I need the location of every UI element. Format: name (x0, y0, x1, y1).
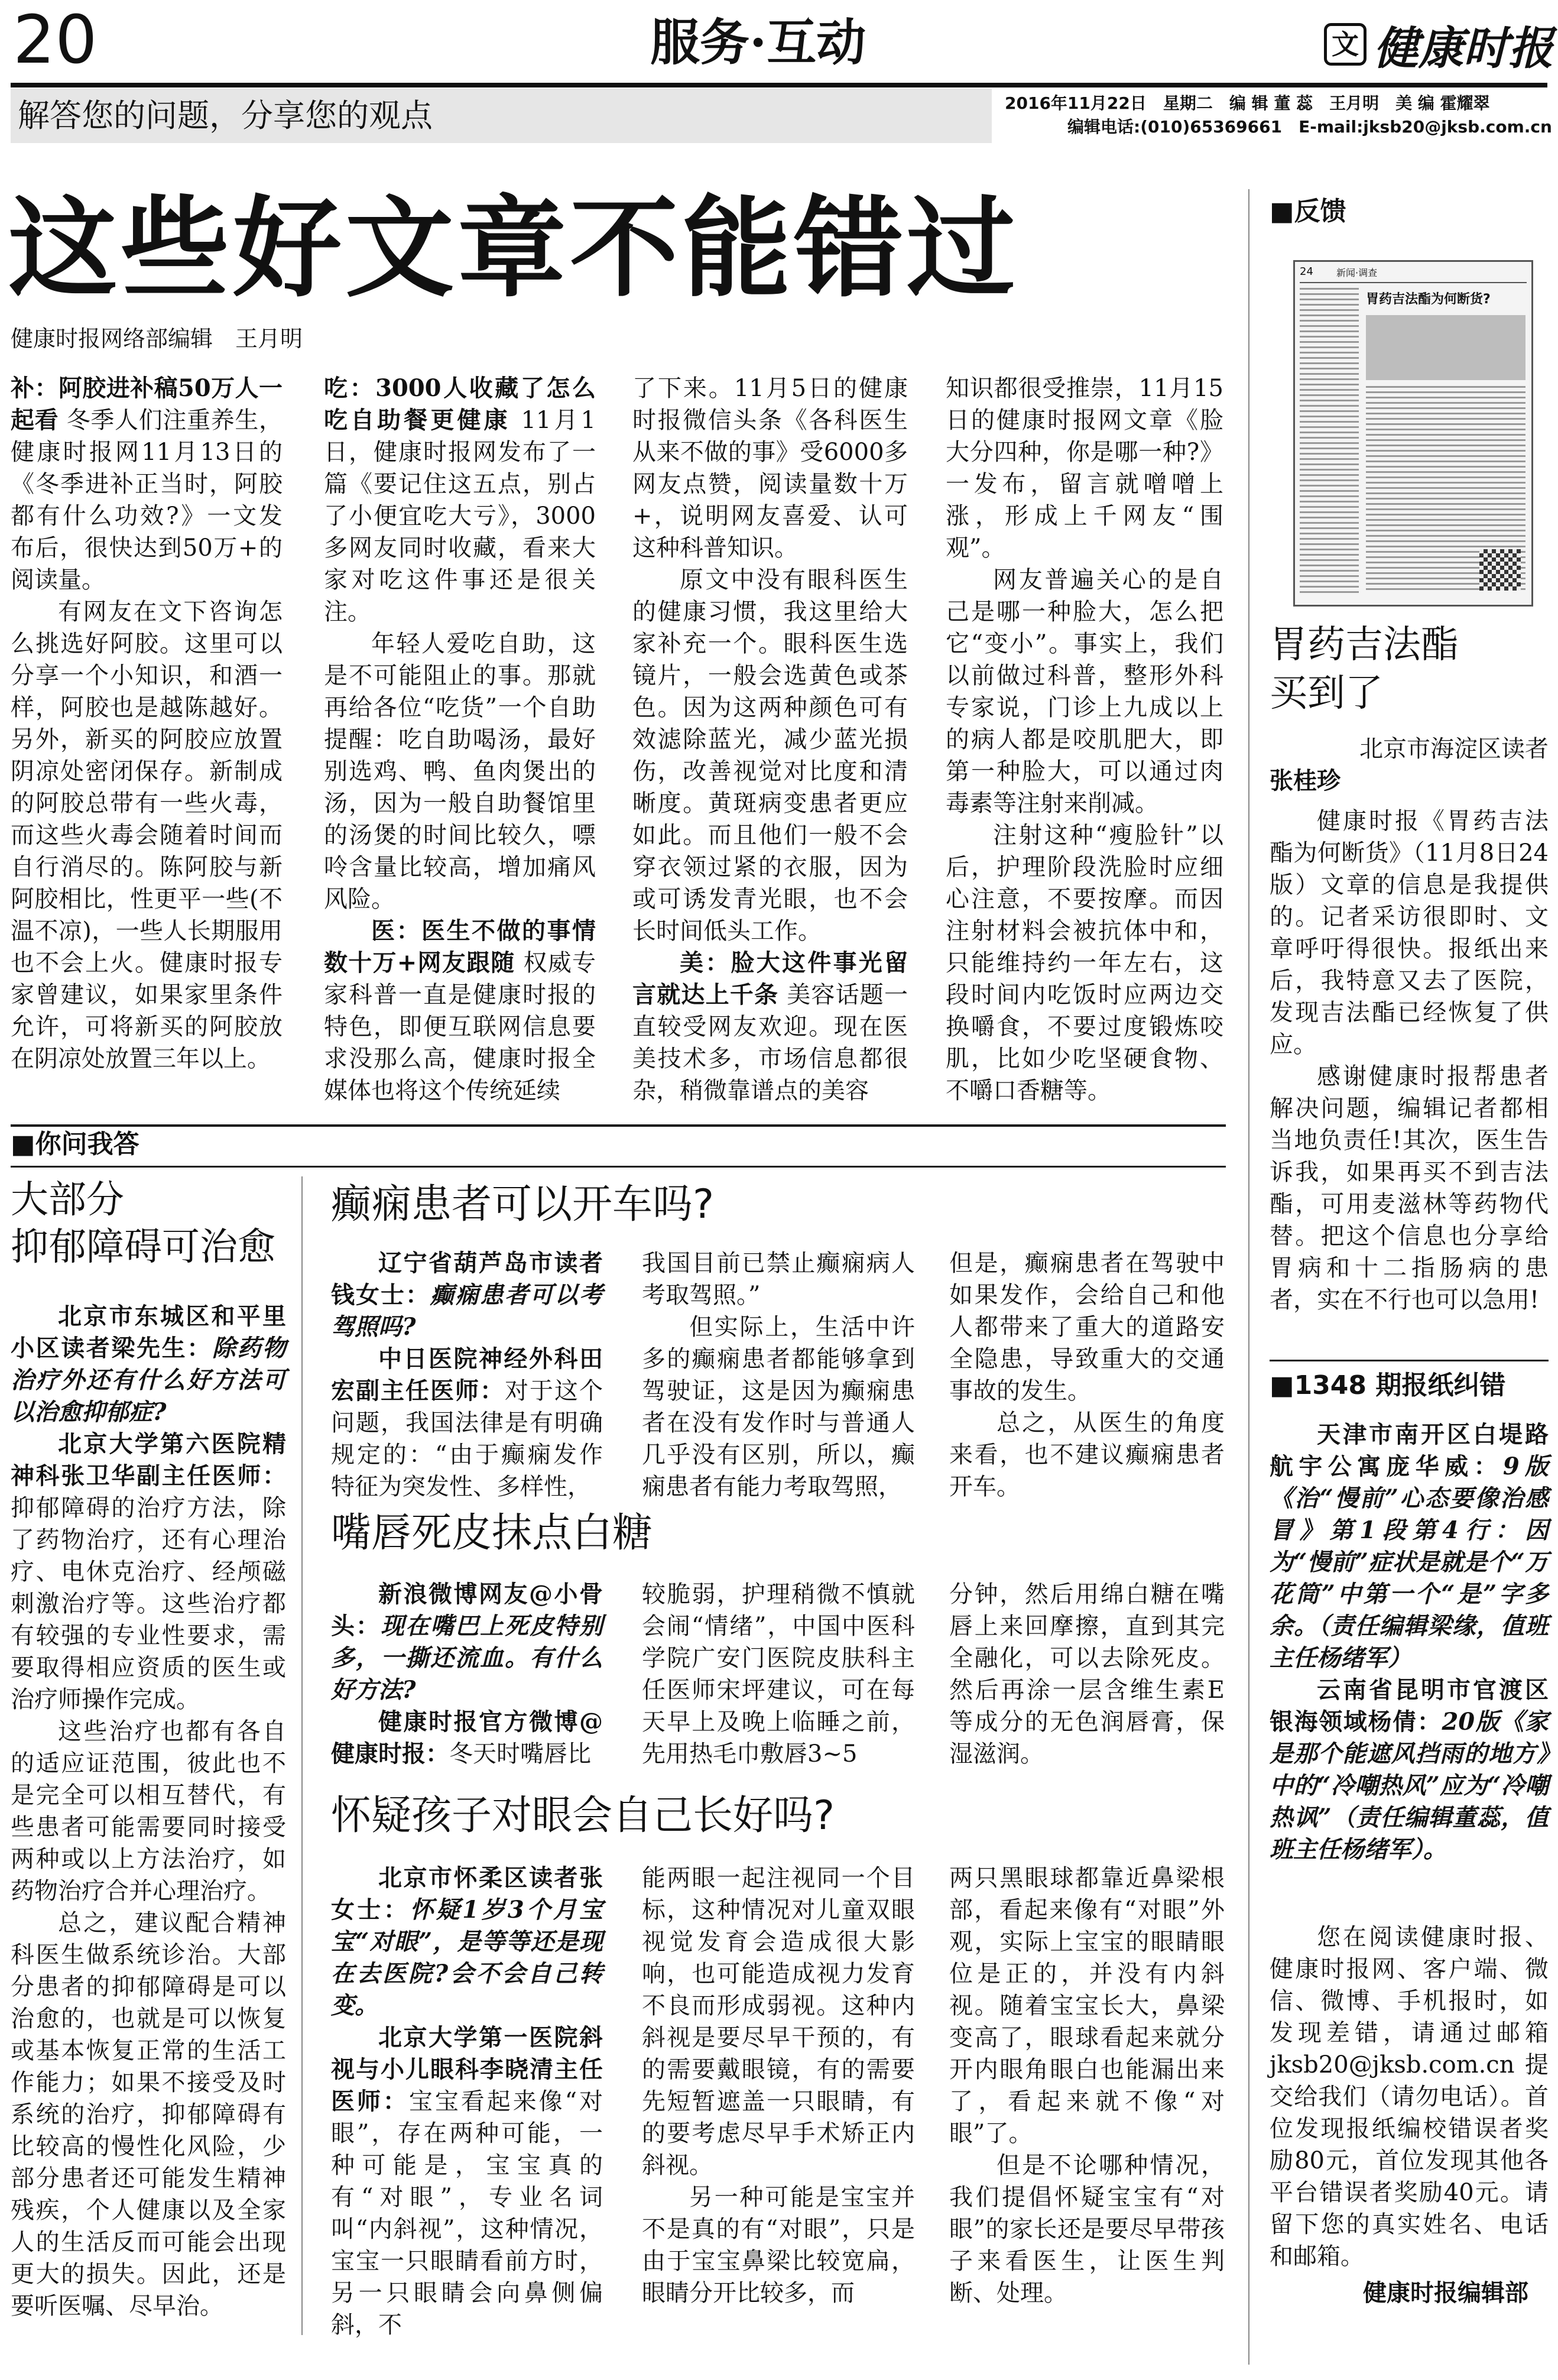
answer: 两只黑眼球都靠近鼻梁根部，看起来像有“对眼”外观，实际上宝宝的眼睛眼位是正的，并没有内斜视。随着宝宝长大，鼻梁变高了，眼球看起来就分开内眼角眼白也能漏出来了，看起来就不像“对眼”了。 (949, 1865, 1225, 2147)
question: 新浪微博网友@小骨头：现在嘴巴上死皮特别多，一撕还流血。有什么好方法? (331, 1580, 603, 1704)
errata-rule (1270, 1360, 1549, 1361)
errata-item: 云南省昆明市官渡区银海领域杨倩：20版《家是那个能遮风挡雨的地方》中的“冷嘲热风”应为“冷嘲热讽”（责任编辑董蕊，值班主任杨绪军）。 (1270, 1676, 1549, 1863)
newspaper-logo: 健康时报 (1374, 21, 1553, 74)
lips-title: 嘴唇死皮抹点白糖 (331, 1510, 653, 1557)
answer: 北京大学第六医院精神科张卫华副主任医师：抑郁障碍的治疗方法，除了药物治疗，还有心理治疗、电休克治疗、经颅磁刺激治疗等。这些治疗都有较强的专业性要求，需要取得相应资质的医生或治疗师操作完成。 (11, 1430, 286, 1713)
answer: 总之，从医生的角度来看，也不建议癫痫患者开车。 (949, 1409, 1225, 1500)
feature-paragraph: 网友普遍关心的是自己是哪一种脸大，怎么把它“变小”。事实上，我们以前做过科普，整形外科专家说，门诊上九成以上的病人都是咬肌肥大，即第一种脸大，可以通过肉毒素等注射来削减。 (946, 566, 1223, 817)
lips-column-3 (949, 1578, 1225, 1770)
question: 北京市东城区和平里小区读者梁先生：除药物治疗外还有什么好方法可以治愈抑郁症? (11, 1302, 287, 1426)
answer: 北京大学第一医院斜视与小儿眼科李晓清主任医师：宝宝看起来像“对眼”，存在两种可能，一种可能是，宝宝真的有“对眼”，专业名词叫“内斜视”，这种情况，宝宝一只眼睛看前方时，另一只眼睛会向鼻侧偏斜，不 (331, 2024, 603, 2339)
qa-section-rule (11, 1124, 1226, 1127)
strabismus-column-2 (642, 1862, 915, 2309)
epilepsy-column-2 (642, 1247, 915, 1503)
answer: 但实际上，生活中许多的癫痫患者都能够拿到驾驶证，这是因为癫痫患者在没有发作时与普通人几乎没有区别，所以，癫痫患者有能力考取驾照， (642, 1314, 915, 1500)
feedback-thumbnail (1293, 260, 1533, 607)
feature-column-3 (632, 372, 908, 1107)
errata-list (1270, 1419, 1549, 1866)
answer: 我国目前已禁止癫痫病人考取驾照。” (642, 1250, 915, 1309)
epilepsy-title: 癫痫患者可以开车吗? (331, 1181, 715, 1228)
errata-label: ■1348 期报纸纠错 (1270, 1370, 1506, 1400)
epilepsy-column-3 (949, 1247, 1225, 1503)
lips-column-2 (642, 1578, 915, 1770)
letter-author-place: 北京市海淀区读者 (1359, 735, 1549, 763)
editorial-signature: 健康时报编辑部 (1363, 2279, 1528, 2307)
feature-paragraph: 医：医生不做的事情数十万+网友跟随 权威专家科普一直是健康时报的特色，即便互联网信息要求没那么高，健康时报全媒体也将这个传统延续 (324, 917, 596, 1104)
answer: 这些治疗也都有各自的适应证范围，彼此也不是完全可以相互替代，有些患者可能需要同时接受两种或以上方法治疗，如药物治疗合并心理治疗。 (11, 1718, 286, 1905)
feature-headline: 这些好文章不能错过 (8, 184, 1020, 312)
letter-article (1270, 733, 1549, 1316)
answer: 总之，建议配合精神科医生做系统诊治。大部分患者的抑郁障碍是可以治愈的，也就是可以恢复或基本恢复正常的生活工作能力；如果不接受及时系统的治疗，抑郁障碍有比较高的慢性化风险，少部分患者还可能发生精神残疾，个人健康以及全家人的生活反而可能会出现更大的损失。因此，还是要听医嘱、尽早治。 (11, 1909, 286, 2320)
feature-paragraph: 有网友在文下咨询怎么挑选好阿胶。这里可以分享一个小知识，和酒一样，阿胶也是越陈越好。另外，新买的阿胶应放置阴凉处密闭保存。新制成的阿胶总带有一些火毒，而这些火毒会随着时间而自行消尽的。陈阿胶与新阿胶相比，性更平一些(不温不凉)，一些人长期服用也不会上火。健康时报专家曾建议，如果家里条件允许，可将新买的阿胶放在阴凉处放置三年以上。 (11, 598, 283, 1072)
strabismus-title: 怀疑孩子对眼会自己长好吗? (331, 1792, 835, 1839)
feature-paragraph: 年轻人爱吃自助，这是不可能阻止的事。那就再给各位“吃货”一个自助提醒：吃自助喝汤，最好别选鸡、鸭、鱼肉煲出的汤，因为一般自助餐馆里的汤煲的时间比较久，嘌呤含量比较高，增加痛风风险。 (324, 630, 596, 913)
answer: 但是，癫痫患者在驾驶中如果发作，会给自己和他人都带来了重大的道路安全隐患，导致重大的交通事故的发生。 (949, 1250, 1225, 1405)
feature-byline: 健康时报网络部编辑 王月明 (11, 326, 303, 352)
letter-author-name: 张桂珍 (1270, 767, 1340, 795)
feature-paragraph: 原文中没有眼科医生的健康习惯，我这里给大家补充一个。眼科医生选镜片，一般会选黄色或茶色。因为这两种颜色可有效滤除蓝光，减少蓝光损伤，改善视觉对比度和清晰度。黄斑病变患者更应如此。而且他们一般不会穿衣领过紧的衣服，因为或可诱发青光眼，也不会长时间低头工作。 (632, 566, 908, 945)
issue-meta: 2016年11月22日 星期二 编 辑 董 蕊 王月明 美 编 霍耀翠 (1005, 93, 1490, 113)
letter-title: 胃药吉法酯 买到了 (1270, 623, 1459, 715)
question: 北京市怀柔区读者张女士：怀疑1岁3个月宝宝“对眼”，是等等还是现在去医院?会不会自己转变。 (331, 1864, 603, 2019)
epilepsy-column-1 (331, 1247, 603, 1503)
question: 辽宁省葫芦岛市读者钱女士：癫痫患者可以考驾照吗? (331, 1249, 603, 1341)
thumbnail-column (1300, 288, 1359, 595)
notice-text: 您在阅读健康时报、健康时报网、客户端、微信、微博、手机报时，如发现差错，请通过邮箱jksb20@jksb.com.cn提交给我们（请勿电话）。首位发现报纸编校错误者奖励80元，首位发现其他各平台错误者奖励40元。请留下您的真实姓名、电话和邮箱。 (1270, 1924, 1549, 2270)
letter-paragraph: 感谢健康时报帮患者解决问题，编辑记者都相当地负责任!其次，医生告诉我，如果再买不到吉法酯，可用麦滋林等药物代替。把这个信息也分享给胃病和十二指肠病的患者，实在不行也可以急用! (1270, 1063, 1549, 1314)
thumbnail-section: 新闻·调查 (1336, 267, 1378, 278)
thumbnail-headline: 胃药吉法酯为何断货? (1366, 292, 1491, 307)
feature-paragraph: 了下来。11月5日的健康时报微信头条《各科医生从来不做的事》受6000多网友点赞，阅读量数十万+，说明网友喜爱、认可这种科普知识。 (632, 375, 908, 562)
thumbnail-page-number: 24 (1300, 265, 1313, 278)
answer: 另一种可能是宝宝并不是真的有“对眼”，只是由于宝宝鼻梁比较宽扁，眼睛分开比较多，而 (642, 2184, 915, 2307)
answer: 但是不论哪种情况，我们提倡怀疑宝宝有“对眼”的家长还是要尽早带孩子来看医生，让医生判断、处理。 (949, 2152, 1225, 2307)
feature-paragraph: 美：脸大这件事光留言就达上千条 美容话题一直较受网友欢迎。现在医美技术多，市场信息都很杂，稍微靠谱点的美容 (632, 949, 908, 1104)
feature-paragraph: 补：阿胶进补稿50万人一起看 冬季人们注重养生，健康时报网11月13日的《冬季进补正当时，阿胶都有什么功效?》一文发布后，很快达到50万+的阅读量。 (11, 374, 283, 594)
answer: 能两眼一起注视同一个目标，这种情况对儿童双眼视觉发育会造成很大影响，也可能造成视力发育不良而形成弱视。这种内斜视是要尽早干预的，有的需要戴眼镜，有的需要先短暂遮盖一只眼睛，有的要考虑尽早手术矫正内斜视。 (642, 1865, 915, 2179)
feature-paragraph: 知识都很受推崇，11月15日的健康时报网文章《脸大分四种，你是哪一种?》一发布，留言就噌噌上涨，形成上千网友“围观”。 (946, 375, 1223, 562)
feature-column-4 (946, 372, 1223, 1107)
section-title: 服务·互动 (650, 13, 866, 72)
qa-section-rule-bottom (11, 1166, 1226, 1168)
feature-paragraph: 吃：3000人收藏了怎么吃自助餐更健康 11月1日，健康时报网发布了一篇《要记住这五点，别占了小便宜吃大亏》，3000多网友同时收藏，看来大家对吃这件事还是很关注。 (324, 374, 596, 625)
depression-article (11, 1301, 286, 2322)
feature-column-1 (11, 372, 283, 1075)
editor-contact: 编辑电话:(010)65369661 E-mail:jksb20@jksb.com.cn (1067, 117, 1552, 137)
thumbnail-photo (1366, 315, 1525, 380)
letter-paragraph: 健康时报《胃药吉法酯为何断货》（11月8日24版）文章的信息是我提供的。记者采访很即时、文章呼吁得很快。报纸出来后，我特意又去了医院，发现吉法酯已经恢复了供应。 (1270, 808, 1549, 1058)
page-number: 20 (13, 2, 98, 79)
logo-mark-icon: 文 (1324, 23, 1367, 66)
tagline: 解答您的问题，分享您的观点 (18, 97, 433, 134)
qa-section-label: ■你问我答 (11, 1129, 139, 1159)
strabismus-column-1 (331, 1862, 603, 2341)
feature-paragraph: 注射这种“瘦脸针”以后，护理阶段洗脸时应细心注意，不要按摩。而因注射材料会被抗体中和，只能维持约一年左右，这段时间内吃饭时应两边交换嚼食，不要过度锻炼咬肌，比如少吃坚硬食物、不嚼口香糖等。 (946, 822, 1223, 1104)
strabismus-column-3 (949, 1862, 1225, 2309)
feature-column-2 (324, 372, 596, 1107)
answer: 健康时报官方微博@健康时报：冬天时嘴唇比 (331, 1708, 603, 1768)
errata-item: 天津市南开区白堤路航宇公寓庞华威：9版《治“慢前”心态要像治感冒》第1段第4行：因为“慢前”症状是就是个“万花筒”中第一个“是”字多余。（责任编辑梁缘，值班主任杨绪军） (1270, 1421, 1549, 1672)
sidebar-divider (1248, 189, 1249, 2365)
masthead-rule (11, 83, 1547, 87)
answer: 中日医院神经外科田宏副主任医师：对于这个问题，我国法律是有明确规定的：“由于癫痫发作特征为突发性、多样性， (331, 1345, 603, 1500)
feedback-label: ■反馈 (1270, 196, 1346, 226)
depression-title: 大部分 抑郁障碍可治愈 (11, 1178, 275, 1269)
answer: 较脆弱，护理稍微不慎就会闹“情绪”，中国中医科学院广安门医院皮肤科主任医师宋坪建议，可在每天早上及晚上临睡之前，先用热毛巾敷唇3~5 (642, 1581, 915, 1768)
column-divider (301, 1176, 303, 2335)
errata-notice (1270, 1921, 1549, 2309)
thumbnail-qr-icon (1479, 549, 1521, 591)
lips-column-1 (331, 1578, 603, 1770)
masthead-logo (1324, 18, 1553, 74)
answer: 分钟，然后用绵白糖在嘴唇上来回摩擦，直到其完全融化，可以去除死皮。然后再涂一层含维生素E等成分的无色润唇膏，保湿滋润。 (949, 1581, 1225, 1768)
